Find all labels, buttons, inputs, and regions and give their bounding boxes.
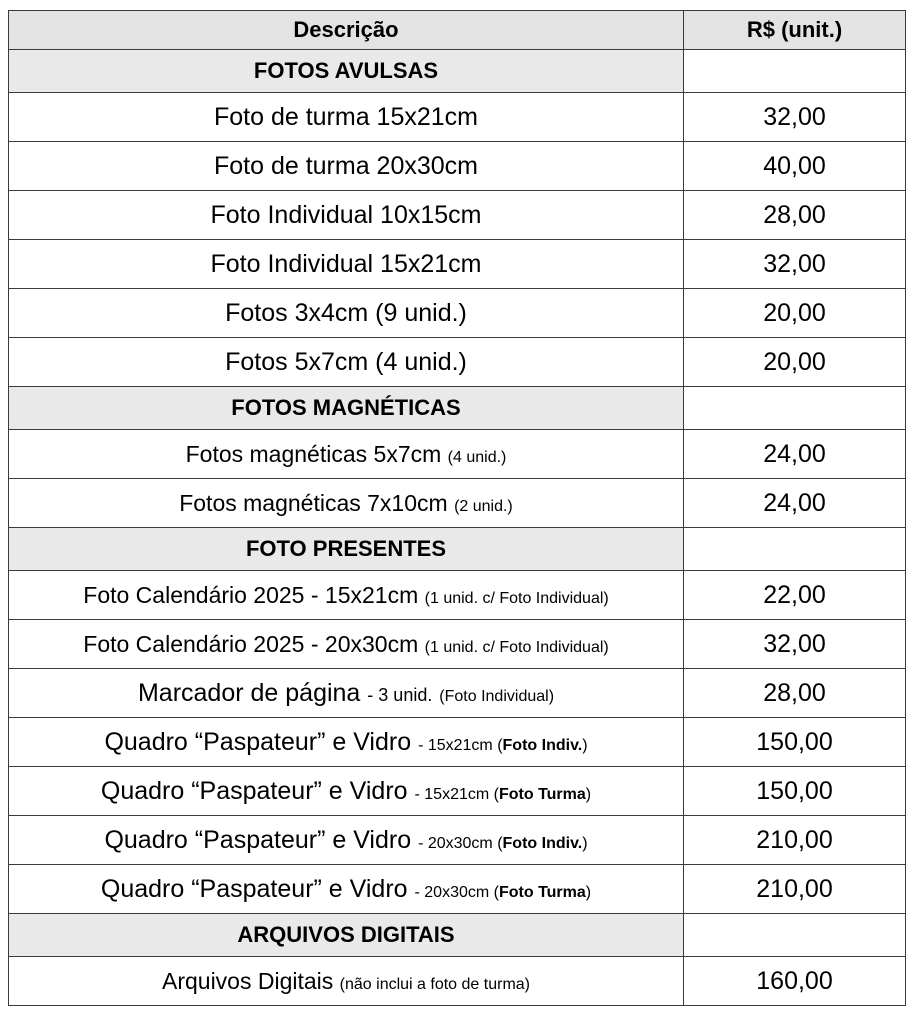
table-row [9, 93, 906, 142]
item-price: 22,00 [684, 571, 906, 620]
item-description [9, 865, 684, 914]
header-price: R$ (unit.) [684, 11, 906, 50]
table-row [9, 957, 906, 1006]
table-row [9, 571, 906, 620]
table-row [9, 669, 906, 718]
item-price: 40,00 [684, 142, 906, 191]
item-price: 32,00 [684, 240, 906, 289]
item-close: ) [585, 785, 592, 803]
item-note: Foto Indiv. [502, 736, 583, 754]
item-description [9, 93, 684, 142]
section-price-cell [684, 387, 906, 430]
price-table [8, 10, 906, 1006]
item-description [9, 957, 684, 1006]
table-row [9, 191, 906, 240]
item-price: 20,00 [684, 289, 906, 338]
item-size: - 20x30cm ( [418, 834, 503, 852]
table-row [9, 767, 906, 816]
item-note: Foto Turma [498, 785, 586, 803]
item-name: Foto Individual 15x21cm [210, 249, 482, 278]
item-note: (não inclui a foto de turma) [339, 975, 530, 993]
section-title: FOTOS MAGNÉTICAS [9, 387, 684, 430]
section-row [9, 528, 906, 571]
item-description [9, 430, 684, 479]
item-price: 28,00 [684, 669, 906, 718]
item-name: Foto Calendário 2025 - 20x30cm [83, 630, 419, 657]
item-name: Quadro “Paspateur” e Vidro [100, 874, 408, 903]
item-description [9, 816, 684, 865]
item-note: Foto Turma [498, 883, 586, 901]
item-name: Marcador de página [137, 678, 361, 707]
table-row [9, 718, 906, 767]
item-name: Fotos magnéticas 7x10cm [179, 489, 448, 516]
section-title: FOTO PRESENTES [9, 528, 684, 571]
table-row [9, 816, 906, 865]
table-header-row [9, 11, 906, 50]
item-price: 160,00 [684, 957, 906, 1006]
table-row [9, 240, 906, 289]
section-price-cell [684, 528, 906, 571]
item-description [9, 620, 684, 669]
section-title: ARQUIVOS DIGITAIS [9, 914, 684, 957]
item-description [9, 191, 684, 240]
item-note: (1 unid. c/ Foto Individual) [424, 638, 609, 656]
item-size: - 15x21cm ( [418, 736, 503, 754]
table-row [9, 338, 906, 387]
item-description [9, 338, 684, 387]
item-price: 20,00 [684, 338, 906, 387]
item-name: Fotos 5x7cm (4 unid.) [225, 347, 467, 376]
table-row [9, 289, 906, 338]
item-description [9, 142, 684, 191]
item-name: Foto de turma 15x21cm [213, 102, 478, 131]
item-description [9, 571, 684, 620]
item-price: 150,00 [684, 718, 906, 767]
item-price: 24,00 [684, 430, 906, 479]
item-price: 28,00 [684, 191, 906, 240]
item-price: 32,00 [684, 620, 906, 669]
item-price: 210,00 [684, 816, 906, 865]
section-row [9, 914, 906, 957]
item-name: Quadro “Paspateur” e Vidro [104, 727, 412, 756]
item-size: - 15x21cm ( [414, 785, 499, 803]
item-close: ) [582, 834, 588, 852]
item-size: - 3 unid. [367, 684, 433, 705]
item-name: Fotos 3x4cm (9 unid.) [225, 298, 467, 327]
table-row [9, 479, 906, 528]
item-description [9, 479, 684, 528]
section-row [9, 50, 906, 93]
item-close: ) [585, 883, 592, 901]
item-size: - 20x30cm ( [414, 883, 499, 901]
item-note: (4 unid.) [447, 448, 507, 466]
table-row [9, 620, 906, 669]
item-name: Quadro “Paspateur” e Vidro [100, 776, 408, 805]
item-name: Foto de turma 20x30cm [213, 151, 478, 180]
item-close: ) [582, 736, 588, 754]
section-title: FOTOS AVULSAS [9, 50, 684, 93]
item-name: Foto Calendário 2025 - 15x21cm [83, 581, 419, 608]
table-row [9, 865, 906, 914]
item-price: 24,00 [684, 479, 906, 528]
item-description [9, 767, 684, 816]
section-price-cell [684, 50, 906, 93]
item-name: Quadro “Paspateur” e Vidro [104, 825, 412, 854]
item-note: (2 unid.) [454, 497, 513, 515]
item-price: 210,00 [684, 865, 906, 914]
item-note: (Foto Individual) [439, 687, 555, 705]
item-note: Foto Indiv. [502, 834, 583, 852]
item-description [9, 289, 684, 338]
item-price: 32,00 [684, 93, 906, 142]
item-description [9, 240, 684, 289]
table-row [9, 430, 906, 479]
header-description: Descrição [9, 11, 684, 50]
item-note: (1 unid. c/ Foto Individual) [424, 589, 609, 607]
section-price-cell [684, 914, 906, 957]
item-description [9, 718, 684, 767]
item-price: 150,00 [684, 767, 906, 816]
item-description [9, 669, 684, 718]
table-row [9, 142, 906, 191]
item-name: Arquivos Digitais [161, 967, 334, 994]
section-row [9, 387, 906, 430]
item-name: Foto Individual 10x15cm [210, 200, 482, 229]
item-name: Fotos magnéticas 5x7cm [185, 440, 442, 467]
